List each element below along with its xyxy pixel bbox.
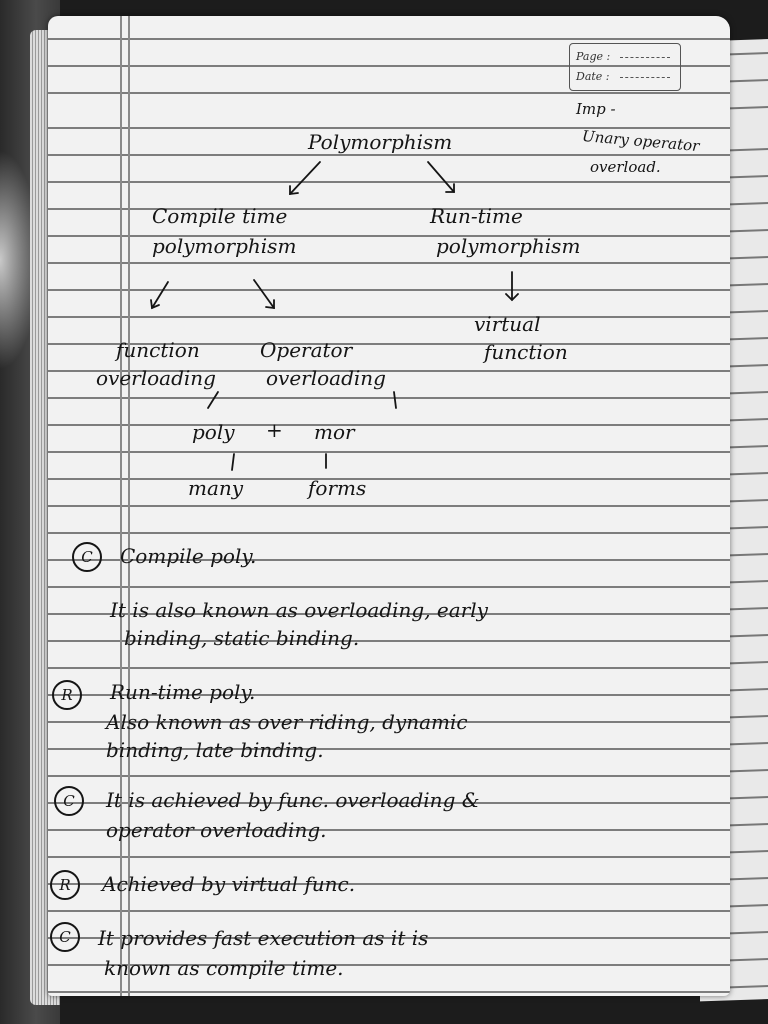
note-marker-compile-2: C [54,786,84,816]
leaf-virtual-line2: function [484,340,568,364]
etymology-part1: poly [192,420,235,444]
arrow-root-to-compile [290,162,320,194]
leaf-function-line1: function [116,338,200,362]
note-marker-compile-3: C [50,922,80,952]
etymology-meaning1: many [188,476,244,500]
corner-note-line2: Unary operator [581,126,701,156]
corner-note-line3: overload. [590,158,661,176]
note-marker-runtime: R [52,680,82,710]
right-branch-line2: polymorphism [436,234,581,258]
note-marker-compile: C [72,542,102,572]
diagram-arrows [48,16,730,996]
leaf-operator-line2: overloading [266,366,386,390]
arrow-poly-to-many [232,454,234,470]
leaf-virtual-line1: virtual [474,312,541,336]
note3-line1: It is achieved by func. overloading & [106,788,480,812]
note2-line2: binding, late binding. [106,738,324,762]
etymology-meaning2: forms [308,476,367,500]
note1-line1: It is also known as overloading, early [110,598,488,622]
left-branch-line1: Compile time [152,204,288,228]
notebook-page [48,16,730,996]
corner-note-line1: Imp - [576,100,616,118]
note5-line2: known as compile time. [104,956,344,980]
arrow-overloading-down [208,392,218,408]
etymology-part2: mor [314,420,355,444]
left-branch-line2: polymorphism [152,234,297,258]
note2-heading: Run-time poly. [110,680,256,704]
note5-line1: It provides fast execution as it is [98,926,429,950]
diagram-root: Polymorphism [308,130,453,154]
leaf-operator-line1: Operator [260,338,353,362]
date-label: Date : [576,70,610,83]
arrow-operator-down [394,392,396,408]
note1-heading: Compile poly. [120,544,257,568]
leaf-function-line2: overloading [96,366,216,390]
arrow-compile-to-operator [254,280,274,308]
note3-line2: operator overloading. [106,818,327,842]
arrow-root-to-runtime [428,162,454,192]
note2-line1: Also known as over riding, dynamic [106,710,468,734]
right-branch-line1: Run-time [430,204,523,228]
note4-line1: Achieved by virtual func. [102,872,356,896]
note-marker-runtime-2: R [50,870,80,900]
page-label: Page : [576,50,611,63]
note1-line2: binding, static binding. [124,626,360,650]
arrow-compile-to-function [152,282,168,308]
etymology-plus: + [266,418,283,442]
